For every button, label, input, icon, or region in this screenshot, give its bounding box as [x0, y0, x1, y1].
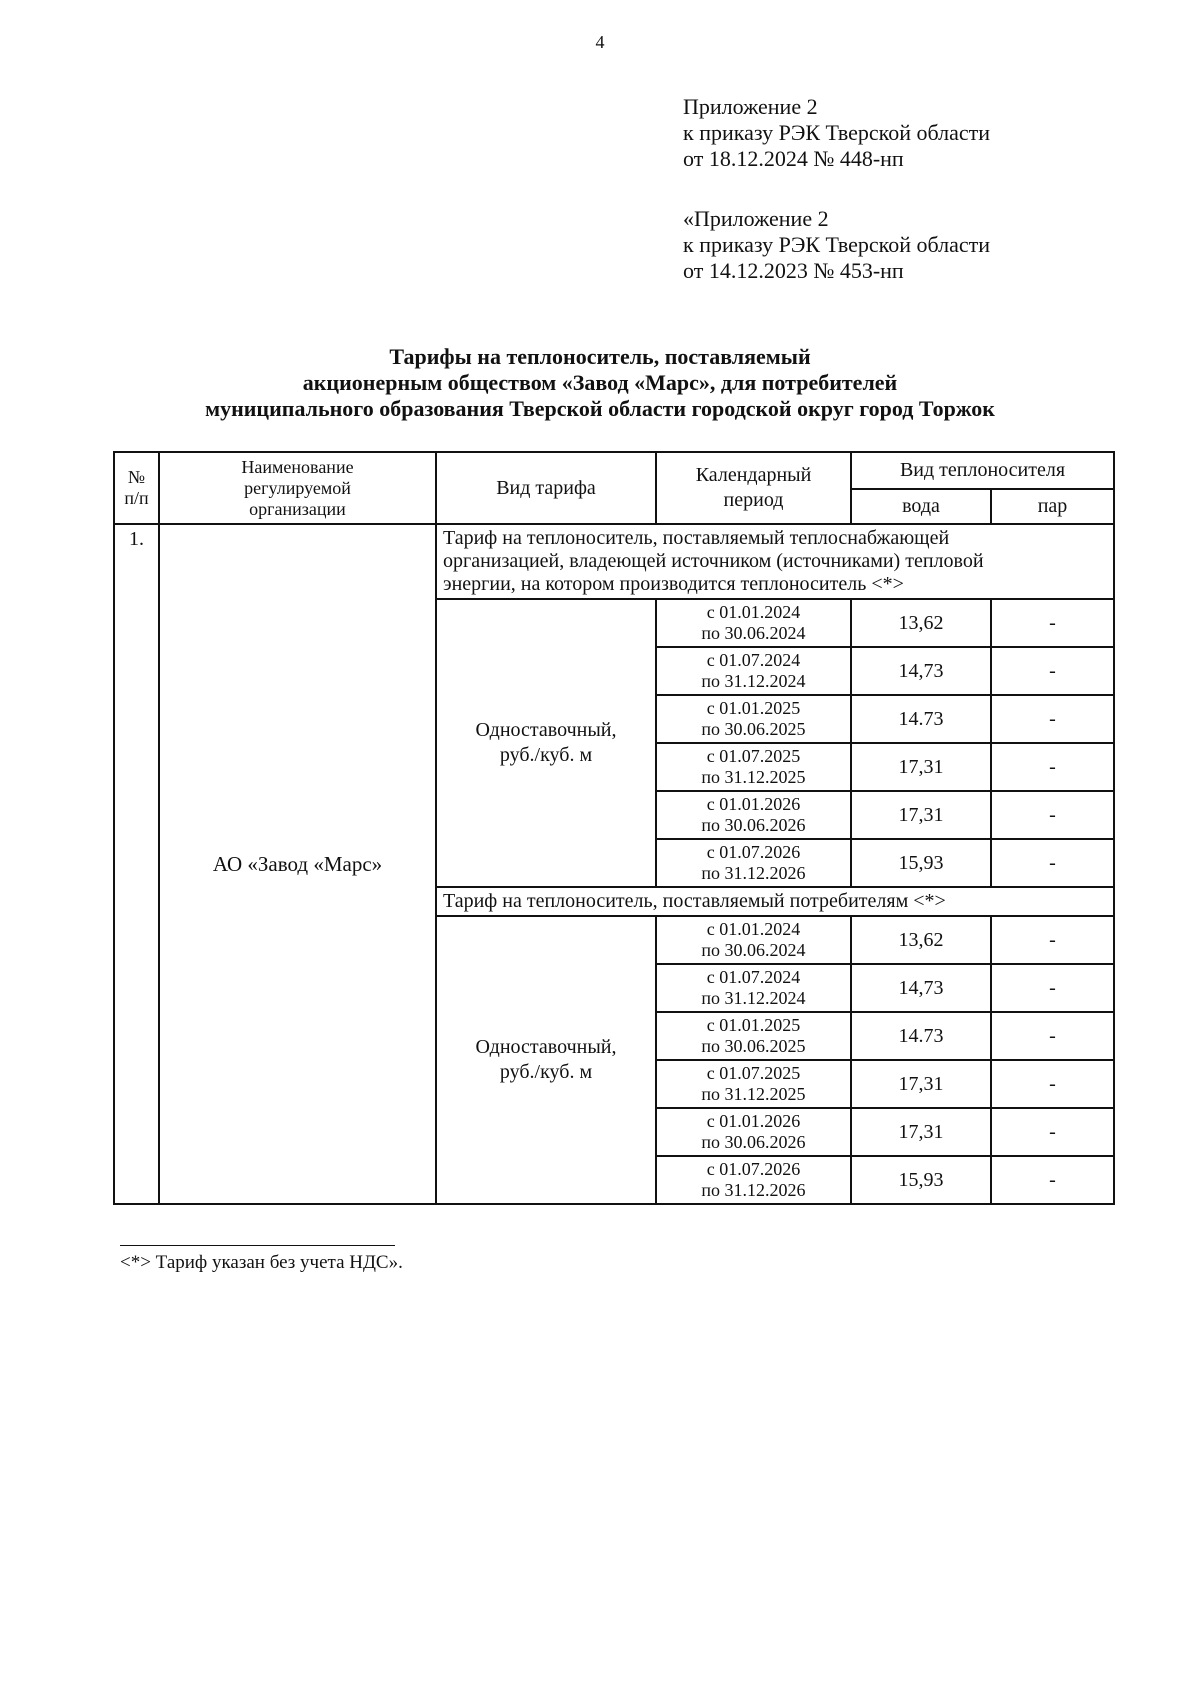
steam-tariff-value: - — [991, 839, 1114, 887]
appendix-reference-previous — [683, 206, 990, 284]
tariff-type-line: руб./куб. м — [499, 744, 593, 766]
header-row — [114, 452, 1114, 489]
period-to: по 30.06.2026 — [701, 1132, 806, 1152]
header-calendar-period — [656, 452, 851, 524]
appendix-line: к приказу РЭК Тверской области — [683, 120, 991, 145]
period-to: по 31.12.2026 — [701, 863, 806, 883]
organization-name: АО «Завод «Марс» — [159, 524, 436, 1204]
section-title-row — [114, 524, 1114, 599]
period-to: по 31.12.2024 — [701, 671, 806, 691]
tariff-type-line: руб./куб. м — [499, 1061, 593, 1083]
period-to: по 30.06.2024 — [701, 623, 806, 643]
water-tariff-value: 17,31 — [851, 791, 991, 839]
period-to: по 31.12.2024 — [701, 988, 806, 1008]
calendar-period — [656, 1060, 851, 1108]
section-title — [436, 524, 1114, 599]
header-organization — [159, 452, 436, 524]
water-tariff-value: 14.73 — [851, 695, 991, 743]
period-from: с 01.07.2025 — [706, 746, 801, 766]
section-title — [436, 887, 1114, 916]
period-from: с 01.07.2026 — [706, 842, 801, 862]
period-from: с 01.01.2024 — [706, 602, 801, 622]
steam-tariff-value: - — [991, 964, 1114, 1012]
header-tariff-type: Вид тарифа — [436, 452, 656, 524]
steam-tariff-value: - — [991, 599, 1114, 647]
appendix-line: к приказу РЭК Тверской области — [683, 232, 991, 257]
document-title — [0, 344, 1200, 422]
calendar-period — [656, 599, 851, 647]
section-title-line: Тариф на теплоноситель, поставляемый теплоснабжающей — [443, 527, 950, 549]
period-from: с 01.07.2024 — [706, 650, 801, 670]
calendar-period — [656, 1012, 851, 1060]
header-number — [114, 452, 159, 524]
appendix-line: Приложение 2 — [683, 94, 818, 119]
water-tariff-value: 15,93 — [851, 839, 991, 887]
steam-tariff-value: - — [991, 1108, 1114, 1156]
water-tariff-value: 17,31 — [851, 743, 991, 791]
period-from: с 01.01.2025 — [706, 698, 801, 718]
steam-tariff-value: - — [991, 916, 1114, 964]
header-organization-line: Наименование — [241, 456, 354, 477]
period-from: с 01.01.2026 — [706, 794, 801, 814]
period-to: по 30.06.2025 — [701, 1036, 806, 1056]
water-tariff-value: 14,73 — [851, 964, 991, 1012]
footnote-divider — [120, 1245, 395, 1246]
section-title-line: организацией, владеющей источником (источниками) тепловой — [443, 550, 984, 572]
period-from: с 01.07.2024 — [706, 967, 801, 987]
header-period-line: Календарный — [695, 464, 812, 486]
water-tariff-value: 17,31 — [851, 1108, 991, 1156]
water-tariff-value: 14,73 — [851, 647, 991, 695]
tariff-type — [436, 599, 656, 887]
period-to: по 31.12.2025 — [701, 1084, 806, 1104]
period-from: с 01.07.2026 — [706, 1159, 801, 1179]
calendar-period — [656, 647, 851, 695]
steam-tariff-value: - — [991, 647, 1114, 695]
section-title-line: Тариф на теплоноситель, поставляемый потребителям <*> — [443, 890, 946, 912]
water-tariff-value: 15,93 — [851, 1156, 991, 1204]
calendar-period — [656, 743, 851, 791]
header-heat-carrier: Вид теплоносителя — [851, 452, 1114, 489]
header-period-line: период — [723, 489, 784, 511]
row-number: 1. — [114, 524, 159, 1204]
calendar-period — [656, 839, 851, 887]
header-steam: пар — [991, 489, 1114, 524]
header-number-line: № — [127, 467, 146, 487]
tariff-type-line: Одноставочный, — [475, 719, 617, 741]
period-to: по 31.12.2025 — [701, 767, 806, 787]
steam-tariff-value: - — [991, 743, 1114, 791]
calendar-period — [656, 1108, 851, 1156]
header-number-line: п/п — [124, 488, 149, 508]
steam-tariff-value: - — [991, 695, 1114, 743]
calendar-period — [656, 695, 851, 743]
title-line: Тарифы на теплоноситель, поставляемый — [389, 344, 811, 369]
water-tariff-value: 17,31 — [851, 1060, 991, 1108]
period-from: с 01.01.2025 — [706, 1015, 801, 1035]
period-to: по 30.06.2024 — [701, 940, 806, 960]
appendix-line: от 14.12.2023 № 453-нп — [683, 258, 904, 283]
tariff-type — [436, 916, 656, 1204]
steam-tariff-value: - — [991, 791, 1114, 839]
water-tariff-value: 13,62 — [851, 916, 991, 964]
appendix-line: «Приложение 2 — [683, 206, 829, 231]
period-to: по 30.06.2026 — [701, 815, 806, 835]
calendar-period — [656, 1156, 851, 1204]
title-line: акционерным обществом «Завод «Марс», для потребителей — [302, 370, 898, 395]
calendar-period — [656, 791, 851, 839]
period-to: по 30.06.2025 — [701, 719, 806, 739]
appendix-line: от 18.12.2024 № 448-нп — [683, 146, 904, 171]
calendar-period — [656, 964, 851, 1012]
period-to: по 31.12.2026 — [701, 1180, 806, 1200]
steam-tariff-value: - — [991, 1012, 1114, 1060]
header-organization-line: регулируемой — [244, 477, 351, 498]
footnote: <*> Тариф указан без учета НДС». — [120, 1252, 403, 1273]
period-from: с 01.07.2025 — [706, 1063, 801, 1083]
water-tariff-value: 14.73 — [851, 1012, 991, 1060]
steam-tariff-value: - — [991, 1156, 1114, 1204]
title-line: муниципального образования Тверской области городской округ город Торжок — [205, 396, 995, 421]
period-from: с 01.01.2026 — [706, 1111, 801, 1131]
section-title-line: энергии, на котором производится теплоноситель <*> — [443, 573, 904, 595]
header-organization-line: организации — [249, 498, 346, 519]
calendar-period — [656, 916, 851, 964]
steam-tariff-value: - — [991, 1060, 1114, 1108]
tariff-table — [113, 451, 1115, 1205]
tariff-type-line: Одноставочный, — [475, 1036, 617, 1058]
appendix-reference-current — [683, 94, 990, 172]
header-water: вода — [851, 489, 991, 524]
period-from: с 01.01.2024 — [706, 919, 801, 939]
water-tariff-value: 13,62 — [851, 599, 991, 647]
page-number: 4 — [595, 32, 605, 52]
